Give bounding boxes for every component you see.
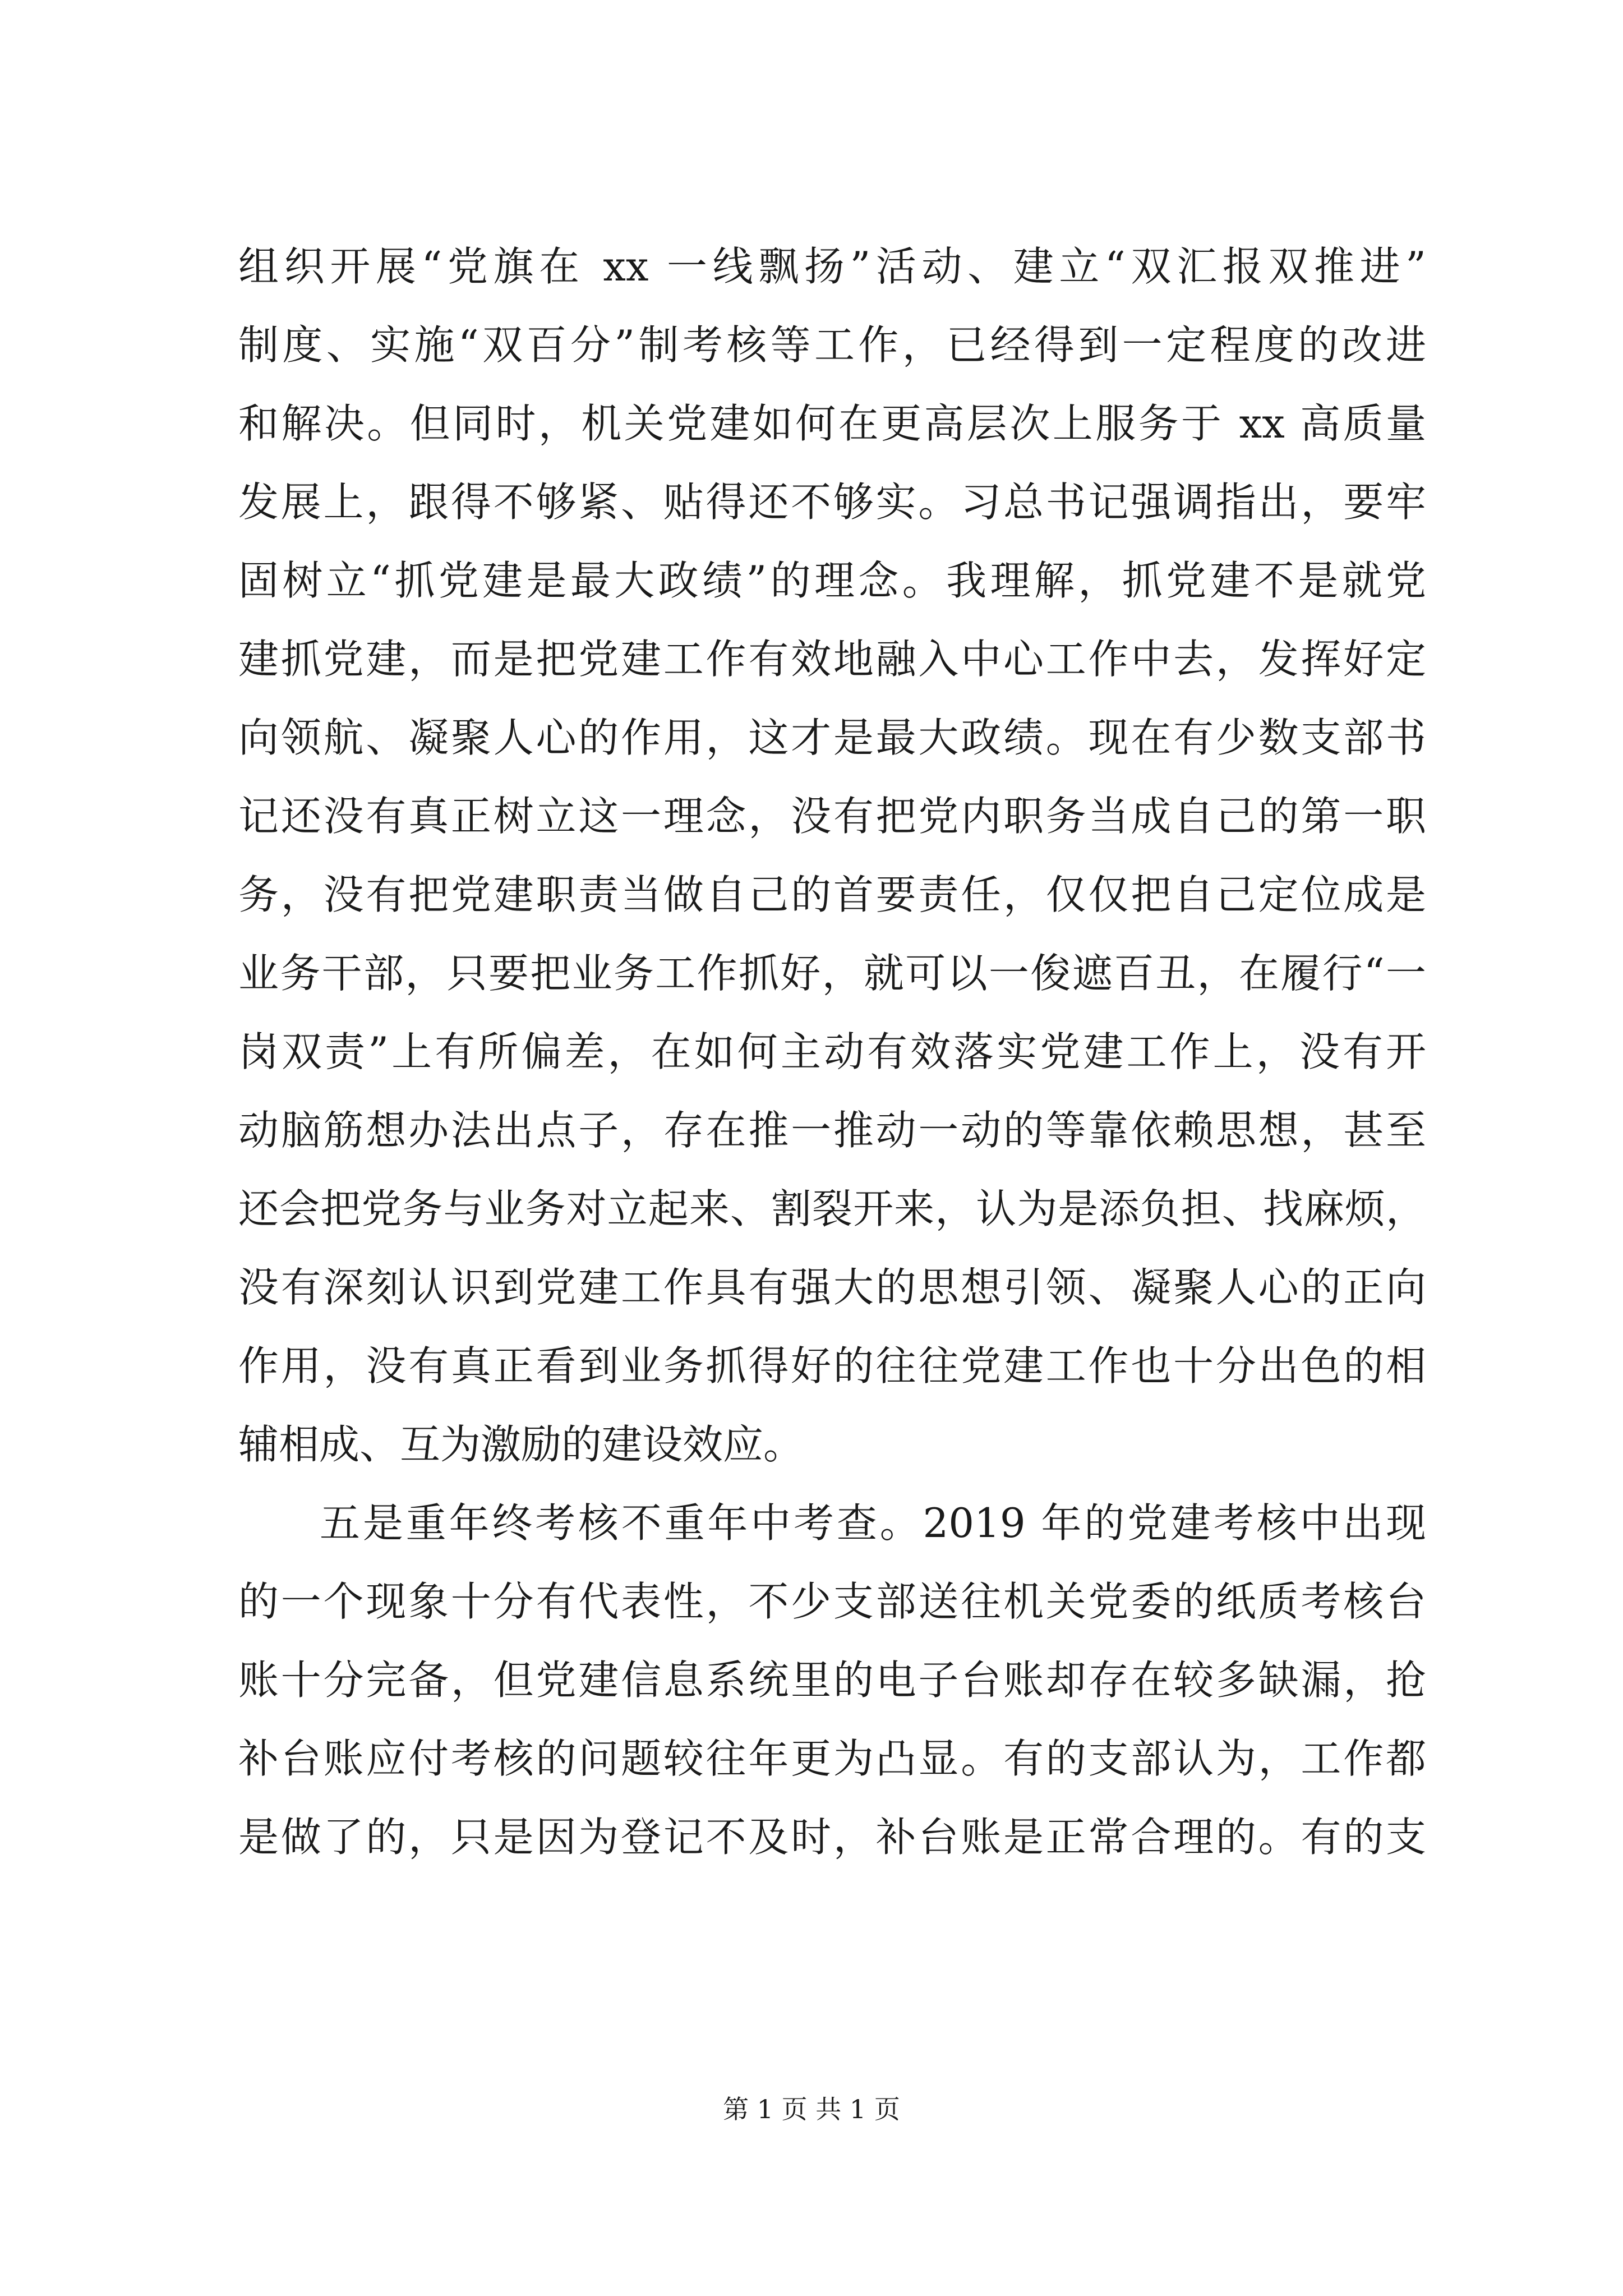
text-line: 岗双责”上有所偏差，在如何主动有效落实党建工作上，没有开 [238,1028,1426,1075]
page-footer: 第 1 页 共 1 页 [723,2094,900,2124]
text-line: 没有深刻认识到党建工作具有强大的思想引领、凝聚人心的正向 [238,1264,1426,1311]
text-line: 发展上，跟得不够紧、贴得还不够实。习总书记强调指出，要牢 [238,478,1426,526]
text-line: 辅相成、互为激励的建设效应。 [238,1421,804,1468]
text-line: 账十分完备，但党建信息系统里的电子台账却存在较多缺漏，抢 [238,1657,1426,1704]
text-line: 业务干部，只要把业务工作抓好，就可以一俊遮百丑，在履行“一 [238,950,1426,997]
text-line: 和解决。但同时，机关党建如何在更高层次上服务于 xx 高质量 [238,400,1426,447]
text-line: 记还没有真正树立这一理念，没有把党内职务当成自己的第一职 [238,793,1426,840]
text-line: 还会把党务与业务对立起来、割裂开来，认为是添负担、找麻烦， [238,1185,1426,1232]
text-line: 务，没有把党建职责当做自己的首要责任，仅仅把自己定位成是 [238,871,1426,918]
text-line: 制度、实施“双百分”制考核等工作，已经得到一定程度的改进 [238,321,1426,369]
text-line: 的一个现象十分有代表性，不少支部送往机关党委的纸质考核台 [238,1578,1426,1625]
text-line: 组织开展“党旗在 xx 一线飘扬”活动、建立“双汇报双推进” [238,243,1426,290]
text-line: 向领航、凝聚人心的作用，这才是最大政绩。现在有少数支部书 [238,714,1426,761]
text-line: 建抓党建，而是把党建工作有效地融入中心工作中去，发挥好定 [238,636,1426,683]
text-line: 作用，没有真正看到业务抓得好的往往党建工作也十分出色的相 [238,1342,1426,1389]
text-line: 动脑筋想办法出点子，存在推一推动一动的等靠依赖思想，甚至 [238,1107,1426,1154]
text-line: 是做了的，只是因为登记不及时，补台账是正常合理的。有的支 [238,1814,1426,1861]
text-line: 固树立“抓党建是最大政绩”的理念。我理解，抓党建不是就党 [238,557,1426,604]
paragraph-first-line: 五是重年终考核不重年中考查。2019 年的党建考核中出现 [320,1499,1426,1547]
text-line: 补台账应付考核的问题较往年更为凸显。有的支部认为，工作都 [238,1735,1426,1782]
